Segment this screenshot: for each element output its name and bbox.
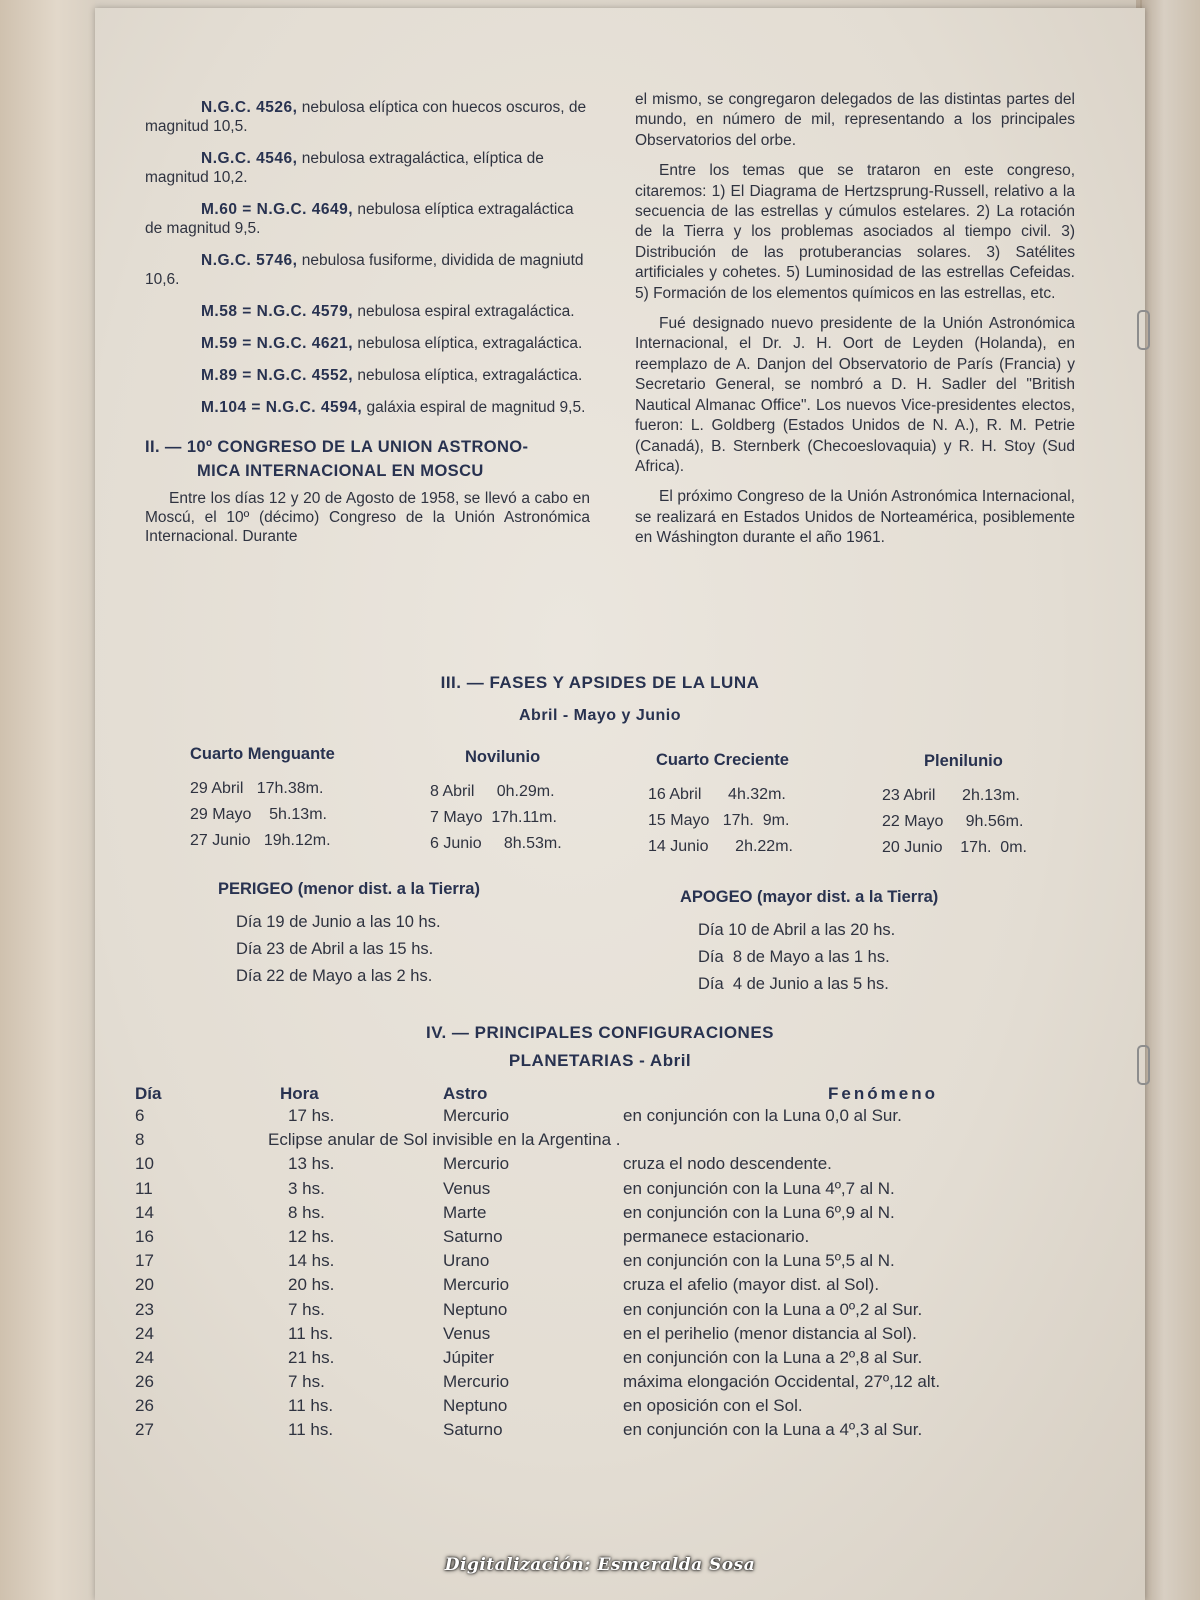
phase-row: 22 Mayo 9h.56m. — [882, 813, 1024, 830]
perigeo-row: Día 19 de Junio a las 10 hs. — [236, 913, 441, 931]
cell-fenomeno: máxima elongación Occidental, 27º,12 alt. — [623, 1372, 941, 1392]
cell-fenomeno: en conjunción con la Luna a 4º,3 al Sur. — [623, 1420, 923, 1440]
table-row — [125, 1300, 1143, 1324]
phase-header: Plenilunio — [924, 752, 1003, 770]
cell-dia: 8 — [135, 1130, 145, 1150]
cell-hora: 11 hs. — [288, 1396, 334, 1416]
cell-dia: 14 — [135, 1202, 154, 1222]
cell-hora: 17 hs. — [288, 1106, 335, 1125]
cell-fenomeno: cruza el afelio (mayor dist. al Sol). — [623, 1275, 880, 1295]
phase-row: 14 Junio 2h.22m. — [648, 838, 793, 855]
cell-astro: Venus — [443, 1178, 491, 1198]
phase-header: Cuarto Menguante — [190, 745, 335, 763]
background-left-edge — [0, 0, 95, 1600]
cell-fenomeno: en conjunción con la Luna 6º,9 al N. — [623, 1202, 895, 1222]
cell-dia: 26 — [135, 1396, 154, 1416]
phase-cuarto-creciente — [648, 751, 793, 860]
phase-header: Novilunio — [465, 748, 541, 766]
table-row — [125, 1275, 1143, 1299]
congress-paragraph-3: Fué designado nuevo presidente de la Unión Astronómica Internacional, el Dr. J. H. Oort de Leyden (Holanda), en reemplazo de A. Danjon del Observatorio de París (Francia) y Secretario General, se nombró a D. H. Sadler del "British Nautical Almanac Office". Los nuevos Vice-presidentes electos, fueron: L. Goldberg (Estados Unidos de N. A.), R. M. Petrie (Canadá), B. Sternberk (Checoeslovaquia) y R. H. Stoy (Sud Africa). — [635, 315, 1075, 475]
ngc-entry: M.58 = N.G.C. 4579, nebulosa espiral extragaláctica. — [201, 303, 575, 320]
section-2-heading — [145, 435, 590, 483]
column-header-hora: Hora — [280, 1084, 319, 1103]
congress-paragraph-1: el mismo, se congregaron delegados de las distintas partes del mundo, en número de mil, representando a los principales Observatorios del orbe. — [635, 91, 1075, 149]
cell-astro: Marte — [443, 1202, 487, 1222]
ngc-entry: N.G.C. 4526, nebulosa elíptica con huecos oscuros, de magnitud 10,5. — [145, 99, 587, 135]
planetary-configurations-table — [125, 1082, 1143, 1445]
congress-paragraph-4: El próximo Congreso de la Unión Astronómica Internacional, se realizará en Estados Unidos de Norteamérica, posiblemente en Wáshington durante el año 1961. — [635, 488, 1075, 547]
background-right-edge — [1140, 0, 1200, 1600]
apogeo-row: Día 8 de Mayo a las 1 hs. — [698, 948, 890, 966]
phase-row: 29 Mayo 5h.13m. — [190, 806, 327, 823]
section-4-title-line2: PLANETARIAS - Abril — [508, 1051, 692, 1070]
staple-icon — [1137, 310, 1150, 350]
phase-novilunio — [430, 748, 562, 857]
ngc-entry: N.G.C. 5746, nebulosa fusiforme, dividida de magniutd 10,6. — [145, 252, 584, 288]
apogeo-row: Día 4 de Junio a las 5 hs. — [698, 975, 889, 993]
cell-hora: 7 hs. — [288, 1372, 325, 1392]
digitization-credit: Digitalización: Esmeralda Sosa — [444, 1555, 756, 1575]
cell-fenomeno: en conjunción con la Luna 5º,5 al N. — [623, 1251, 895, 1271]
cell-astro: Saturno — [443, 1226, 503, 1246]
cell-dia: 23 — [135, 1299, 154, 1319]
phase-cuarto-menguante — [190, 745, 335, 854]
ngc-entry: N.G.C. 4546, nebulosa extragaláctica, elíptica de magnitud 10,2. — [145, 150, 544, 186]
apogeo-header: APOGEO (mayor dist. a la Tierra) — [680, 888, 939, 906]
column-header-astro: Astro — [443, 1084, 488, 1103]
perigeo-header: PERIGEO (menor dist. a la Tierra) — [218, 880, 480, 898]
cell-hora: 7 hs. — [288, 1299, 325, 1319]
perigeo-row: Día 23 de Abril a las 15 hs. — [236, 940, 434, 958]
table-body — [125, 1106, 1143, 1445]
table-row — [125, 1179, 1143, 1203]
cell-dia: 6 — [135, 1106, 145, 1125]
table-row — [125, 1227, 1143, 1251]
cell-hora: 11 hs. — [288, 1420, 334, 1440]
phase-row: 27 Junio 19h.12m. — [190, 832, 331, 849]
section-4-title-line1: IV. — PRINCIPALES CONFIGURACIONES — [425, 1023, 775, 1042]
section-2-paragraph: Entre los días 12 y 20 de Agosto de 1958, se llevó a cabo en Moscú, el 10º (décimo) Congreso de la Unión Astronómica Internacional. Durante — [145, 490, 590, 545]
phase-row: 29 Abril 17h.38m. — [190, 780, 324, 797]
apogeo-row: Día 10 de Abril a las 20 hs. — [698, 921, 896, 939]
section-3-subtitle: Abril - Mayo y Junio — [518, 707, 681, 724]
cell-dia: 11 — [135, 1178, 153, 1198]
table-row — [125, 1154, 1143, 1178]
table-row — [125, 1420, 1143, 1444]
cell-dia: 10 — [135, 1154, 154, 1174]
ngc-entry: M.89 = N.G.C. 4552, nebulosa elíptica, extragaláctica. — [201, 367, 583, 384]
cell-hora: 11 hs. — [288, 1323, 334, 1343]
table-row — [125, 1251, 1143, 1275]
cell-hora: 14 hs. — [288, 1251, 335, 1271]
congress-paragraph-2: Entre los temas que se trataron en este congreso, citaremos: 1) El Diagrama de Hertzsprung-Russell, relativo a la secuencia de las estrellas y cúmulos estelares. 2) La rotación de la Tierra y los problemas asociados al tiempo civil. 3) Distribución de las protuberancias solares. 3) Satélites artificiales y cohetes. 5) Luminosidad de las estrellas Cefeidas. 5) Formación de los elementos químicos en las estrellas, etc. — [635, 162, 1075, 302]
phase-row: 20 Junio 17h. 0m. — [882, 839, 1027, 856]
cell-dia: 24 — [135, 1347, 154, 1367]
ngc-entry: M.59 = N.G.C. 4621, nebulosa elíptica, extragaláctica. — [201, 335, 583, 352]
right-column — [635, 90, 1075, 559]
column-header-fenomeno: Fenómeno — [828, 1084, 938, 1103]
cell-dia: 24 — [135, 1323, 154, 1343]
phase-row: 23 Abril 2h.13m. — [882, 787, 1020, 804]
cell-dia: 16 — [135, 1226, 154, 1246]
cell-fenomeno: en conjunción con la Luna a 0º,2 al Sur. — [623, 1299, 923, 1319]
table-row — [125, 1396, 1143, 1420]
cell-fenomeno: en oposición con el Sol. — [623, 1396, 803, 1416]
cell-fenomeno: en conjunción con la Luna 0,0 al Sur. — [623, 1106, 902, 1125]
table-row — [125, 1324, 1143, 1348]
cell-astro: Júpiter — [443, 1347, 495, 1367]
cell-hora: 21 hs. — [288, 1347, 335, 1367]
perigeo-block — [218, 880, 480, 990]
cell-astro: Urano — [443, 1251, 490, 1271]
cell-astro: Venus — [443, 1323, 491, 1343]
ngc-entry: M.104 = N.G.C. 4594, galáxia espiral de magnitud 9,5. — [201, 399, 586, 416]
apogeo-block — [680, 888, 938, 998]
phase-row: 7 Mayo 17h.11m. — [430, 809, 557, 826]
cell-astro: Neptuno — [443, 1396, 508, 1416]
cell-eclipse-text: Eclipse anular de Sol invisible en la Argentina . — [268, 1130, 621, 1150]
cell-astro: Mercurio — [443, 1154, 510, 1174]
perigeo-row: Día 22 de Mayo a las 2 hs. — [236, 967, 433, 985]
cell-dia: 17 — [135, 1251, 154, 1271]
cell-hora: 8 hs. — [288, 1202, 325, 1222]
cell-astro: Mercurio — [443, 1106, 510, 1125]
cell-fenomeno: en conjunción con la Luna a 2º,8 al Sur. — [623, 1347, 923, 1367]
cell-astro: Mercurio — [443, 1372, 510, 1392]
left-column — [145, 98, 590, 556]
cell-dia: 26 — [135, 1372, 154, 1392]
column-header-dia: Día — [135, 1084, 162, 1103]
cell-astro: Mercurio — [443, 1275, 510, 1295]
phase-row: 15 Mayo 17h. 9m. — [648, 812, 790, 829]
table-row — [125, 1203, 1143, 1227]
cell-fenomeno: cruza el nodo descendente. — [623, 1154, 832, 1174]
cell-fenomeno: permanece estacionario. — [623, 1226, 810, 1246]
cell-astro: Neptuno — [443, 1299, 508, 1319]
cell-hora: 20 hs. — [288, 1275, 335, 1295]
table-row — [125, 1348, 1143, 1372]
phase-row: 8 Abril 0h.29m. — [430, 783, 555, 800]
cell-astro: Saturno — [443, 1420, 503, 1440]
ngc-entry: M.60 = N.G.C. 4649, nebulosa elíptica extragaláctica de magnitud 9,5. — [145, 201, 574, 237]
phase-row: 6 Junio 8h.53m. — [430, 835, 562, 852]
table-row-eclipse — [125, 1130, 1143, 1154]
cell-hora: 3 hs. — [288, 1178, 325, 1198]
table-row — [125, 1106, 1143, 1130]
section-2-heading-line2: MICA INTERNACIONAL EN MOSCU — [197, 462, 484, 480]
cell-dia: 20 — [135, 1275, 154, 1295]
section-3-title: III. — FASES Y APSIDES DE LA LUNA — [440, 673, 760, 692]
cell-fenomeno: en conjunción con la Luna 4º,7 al N. — [623, 1178, 895, 1198]
phase-row: 16 Abril 4h.32m. — [648, 786, 786, 803]
section-2-heading-line1: II. — 10º CONGRESO DE LA UNION ASTRONO- — [145, 438, 529, 456]
phase-header: Cuarto Creciente — [656, 751, 789, 769]
cell-hora: 12 hs. — [288, 1226, 335, 1246]
phase-plenilunio — [882, 752, 1027, 861]
table-row — [125, 1372, 1143, 1396]
cell-fenomeno: en el perihelio (menor distancia al Sol). — [623, 1323, 917, 1343]
table-header-row — [125, 1082, 1143, 1106]
cell-hora: 13 hs. — [288, 1154, 335, 1174]
cell-dia: 27 — [135, 1420, 154, 1440]
